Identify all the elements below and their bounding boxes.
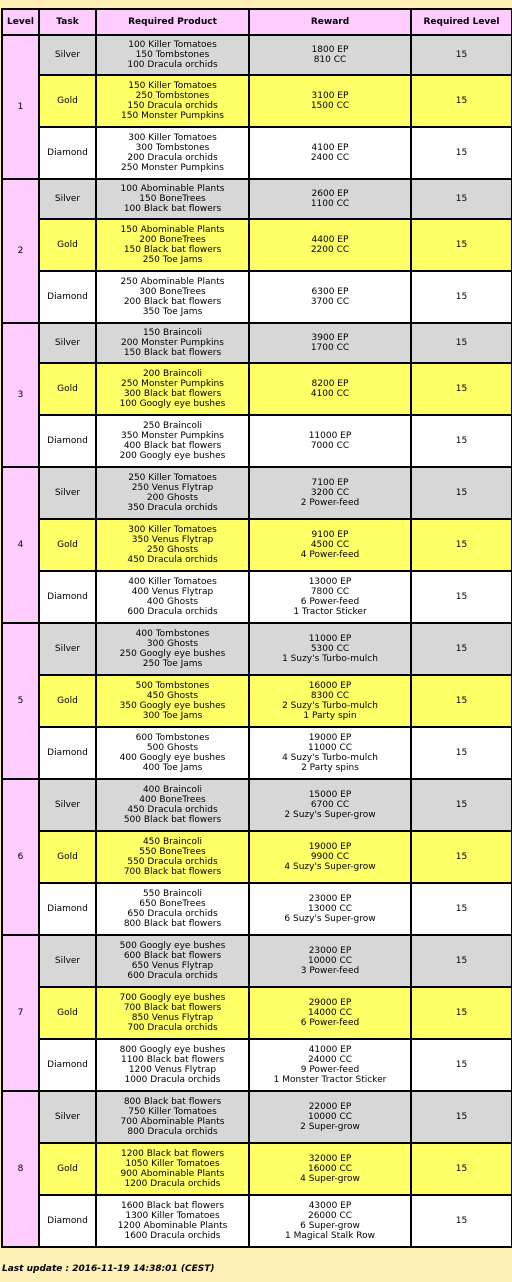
reward-line: 2200 CC [310, 245, 350, 255]
product-line: 150 Black bat flowers [123, 348, 222, 358]
required-product-cell [96, 1195, 249, 1247]
reward-line: 15000 EP [308, 790, 352, 800]
reward-line: 13000 EP [308, 577, 352, 587]
product-line: 250 Killer Tomatoes [128, 473, 217, 483]
reward-line: 4100 CC [310, 389, 350, 399]
reward-line: 29000 EP [308, 998, 352, 1008]
task-cell: Silver [39, 935, 96, 987]
reward-line: 19000 EP [308, 842, 352, 852]
required-product-cell [96, 831, 249, 883]
header-task: Task [39, 9, 96, 35]
product-line: 150 Tombstones [135, 50, 210, 60]
reward-line: 32000 EP [308, 1154, 352, 1164]
product-line: 250 Googly eye bushes [119, 649, 226, 659]
table-row [2, 127, 512, 179]
product-line: 400 Ghosts [146, 597, 199, 607]
reward-line: 23000 EP [308, 894, 352, 904]
reward-line: 26000 CC [307, 1211, 353, 1221]
product-line: 600 Dracula orchids [127, 971, 218, 981]
table-row [2, 571, 512, 623]
reward-line: 9900 CC [310, 852, 350, 862]
product-line: 600 Tombstones [135, 733, 210, 743]
header-reward: Reward [249, 9, 411, 35]
product-line: 150 Killer Tomatoes [128, 81, 217, 91]
reward-line: 11000 EP [308, 634, 352, 644]
task-cell: Gold [39, 75, 96, 127]
required-product-cell [96, 519, 249, 571]
product-line: 300 Toe Jams [142, 711, 203, 721]
reward-line: 4 Suzy's Super-grow [284, 862, 376, 872]
product-line: 500 Tombstones [135, 681, 210, 691]
reward-line: 8300 CC [310, 691, 350, 701]
product-line: 250 Monster Pumpkins [121, 379, 224, 389]
required-product-cell [96, 35, 249, 75]
product-line: 250 Venus Flytrap [131, 483, 214, 493]
product-line: 200 BoneTrees [139, 235, 206, 245]
required-product-cell [96, 271, 249, 323]
product-line: 800 Black bat flowers [123, 1097, 222, 1107]
required-level-cell: 15 [411, 179, 512, 219]
reward-line: 2 Suzy's Super-grow [284, 810, 376, 820]
task-cell: Silver [39, 1091, 96, 1143]
reward-cell [249, 415, 411, 467]
reward-cell [249, 883, 411, 935]
product-line: 700 Googly eye bushes [119, 993, 226, 1003]
product-line: 1300 Killer Tomatoes [125, 1211, 220, 1221]
reward-cell [249, 1195, 411, 1247]
product-line: 350 Monster Pumpkins [121, 431, 224, 441]
tasks-table [1, 8, 512, 1248]
level-cell: 6 [2, 779, 39, 935]
required-product-cell [96, 1039, 249, 1091]
reward-cell [249, 1143, 411, 1195]
required-product-cell [96, 179, 249, 219]
reward-cell [249, 271, 411, 323]
reward-line: 2 Party spins [301, 763, 359, 773]
reward-cell [249, 127, 411, 179]
required-product-cell [96, 75, 249, 127]
required-product-cell [96, 623, 249, 675]
product-line: 200 Braincoli [142, 369, 203, 379]
task-cell: Silver [39, 623, 96, 675]
required-product-cell [96, 467, 249, 519]
product-line: 1600 Dracula orchids [124, 1231, 221, 1241]
reward-line: 6300 EP [311, 287, 349, 297]
reward-line: 2600 EP [311, 189, 349, 199]
reward-cell [249, 987, 411, 1039]
reward-line: 24000 CC [307, 1055, 353, 1065]
reward-cell [249, 1091, 411, 1143]
required-level-cell: 15 [411, 467, 512, 519]
reward-cell [249, 519, 411, 571]
reward-line: 4 Super-grow [300, 1174, 360, 1184]
required-product-cell [96, 127, 249, 179]
product-line: 1600 Black bat flowers [120, 1201, 225, 1211]
reward-line: 1 Magical Stalk Row [285, 1231, 375, 1241]
reward-line: 1 Monster Tractor Sticker [273, 1075, 387, 1085]
reward-cell [249, 675, 411, 727]
table-row [2, 727, 512, 779]
required-level-cell: 15 [411, 363, 512, 415]
required-level-cell: 15 [411, 75, 512, 127]
product-line: 400 Braincoli [142, 785, 203, 795]
required-level-cell: 15 [411, 675, 512, 727]
task-cell: Diamond [39, 1039, 96, 1091]
required-level-cell: 15 [411, 623, 512, 675]
reward-line: 23000 EP [308, 946, 352, 956]
reward-line: 4 Power-feed [300, 550, 360, 560]
reward-line: 11000 CC [307, 743, 353, 753]
reward-line: 41000 EP [308, 1045, 352, 1055]
product-line: 400 BoneTrees [139, 795, 206, 805]
product-line: 450 Dracula orchids [127, 555, 218, 565]
task-cell: Gold [39, 219, 96, 271]
required-level-cell: 15 [411, 1143, 512, 1195]
table-row [2, 1195, 512, 1247]
product-line: 600 Black bat flowers [123, 951, 222, 961]
reward-cell [249, 935, 411, 987]
product-line: 1200 Dracula orchids [124, 1179, 221, 1189]
reward-cell [249, 623, 411, 675]
required-product-cell [96, 1143, 249, 1195]
product-line: 400 Venus Flytrap [131, 587, 214, 597]
required-level-cell: 15 [411, 35, 512, 75]
product-line: 300 BoneTrees [139, 287, 206, 297]
reward-line: 10000 CC [307, 956, 353, 966]
task-cell: Diamond [39, 883, 96, 935]
table-row [2, 219, 512, 271]
reward-line: 2 Suzy's Turbo-mulch [282, 701, 378, 711]
reward-line: 4 Suzy's Turbo-mulch [282, 753, 378, 763]
task-cell: Gold [39, 363, 96, 415]
product-line: 250 Monster Pumpkins [121, 163, 224, 173]
table-row [2, 271, 512, 323]
header-row [2, 9, 512, 35]
product-line: 150 Dracula orchids [127, 101, 218, 111]
reward-line: 6 Suzy's Super-grow [284, 914, 376, 924]
reward-line: 1800 EP [311, 45, 349, 55]
required-product-cell [96, 219, 249, 271]
product-line: 200 Monster Pumpkins [121, 338, 224, 348]
reward-line: 13000 CC [307, 904, 353, 914]
reward-line: 2400 CC [310, 153, 350, 163]
reward-line: 9 Power-feed [300, 1065, 360, 1075]
product-line: 350 Venus Flytrap [131, 535, 214, 545]
product-line: 350 Toe Jams [142, 307, 203, 317]
level-cell: 2 [2, 179, 39, 323]
level-cell: 8 [2, 1091, 39, 1247]
reward-cell [249, 779, 411, 831]
reward-line: 16000 CC [307, 1164, 353, 1174]
product-line: 1100 Black bat flowers [120, 1055, 225, 1065]
product-line: 250 Toe Jams [142, 255, 203, 265]
product-line: 1000 Dracula orchids [124, 1075, 221, 1085]
level-cell: 3 [2, 323, 39, 467]
table-row [2, 35, 512, 75]
product-line: 650 BoneTrees [139, 899, 206, 909]
product-line: 1200 Abominable Plants [117, 1221, 228, 1231]
product-line: 450 Ghosts [146, 691, 199, 701]
required-level-cell: 15 [411, 571, 512, 623]
product-line: 100 Black bat flowers [123, 204, 222, 214]
level-cell: 4 [2, 467, 39, 623]
reward-line: 1 Tractor Sticker [293, 607, 367, 617]
product-line: 550 Braincoli [142, 889, 203, 899]
product-line: 700 Dracula orchids [127, 1023, 218, 1033]
reward-line: 3900 EP [311, 333, 349, 343]
required-product-cell [96, 571, 249, 623]
reward-line: 3700 CC [310, 297, 350, 307]
required-level-cell: 15 [411, 727, 512, 779]
product-line: 800 Dracula orchids [127, 1127, 218, 1137]
required-level-cell: 15 [411, 779, 512, 831]
task-cell: Gold [39, 519, 96, 571]
product-line: 300 Killer Tomatoes [128, 525, 217, 535]
task-cell: Gold [39, 675, 96, 727]
reward-line: 3100 EP [311, 91, 349, 101]
table-row [2, 1091, 512, 1143]
task-cell: Silver [39, 179, 96, 219]
header-level: Level [2, 9, 39, 35]
table-row [2, 935, 512, 987]
task-cell: Diamond [39, 415, 96, 467]
task-cell: Diamond [39, 127, 96, 179]
product-line: 800 Black bat flowers [123, 919, 222, 929]
reward-line: 7100 EP [311, 478, 349, 488]
table-row [2, 363, 512, 415]
product-line: 900 Abominable Plants [120, 1169, 225, 1179]
header-required-product: Required Product [96, 9, 249, 35]
product-line: 800 Googly eye bushes [119, 1045, 226, 1055]
reward-line: 19000 EP [308, 733, 352, 743]
product-line: 550 Dracula orchids [127, 857, 218, 867]
reward-cell [249, 1039, 411, 1091]
product-line: 300 Black bat flowers [123, 389, 222, 399]
product-line: 400 Black bat flowers [123, 441, 222, 451]
reward-line: 6 Super-grow [300, 1221, 360, 1231]
required-level-cell: 15 [411, 271, 512, 323]
reward-line: 1 Suzy's Turbo-mulch [282, 654, 378, 664]
product-line: 150 Monster Pumpkins [121, 111, 224, 121]
reward-cell [249, 179, 411, 219]
product-line: 200 Ghosts [146, 493, 199, 503]
product-line: 400 Toe Jams [142, 763, 203, 773]
reward-line: 1700 CC [310, 343, 350, 353]
table-row [2, 883, 512, 935]
product-line: 250 Toe Jams [142, 659, 203, 669]
task-cell: Silver [39, 779, 96, 831]
reward-line: 6 Power-feed [300, 597, 360, 607]
product-line: 300 Tombstones [135, 143, 210, 153]
reward-line: 7800 CC [310, 587, 350, 597]
table-row [2, 415, 512, 467]
product-line: 350 Dracula orchids [127, 503, 218, 513]
product-line: 200 Dracula orchids [127, 153, 218, 163]
last-update: Last update : 2016-11-19 14:38:01 (CEST) [2, 1264, 215, 1274]
table-row [2, 467, 512, 519]
product-line: 700 Black bat flowers [123, 867, 222, 877]
required-level-cell: 15 [411, 323, 512, 363]
reward-line: 6700 CC [310, 800, 350, 810]
product-line: 350 Googly eye bushes [119, 701, 226, 711]
required-product-cell [96, 675, 249, 727]
table-row [2, 987, 512, 1039]
product-line: 400 Tombstones [135, 629, 210, 639]
required-product-cell [96, 1091, 249, 1143]
task-cell: Diamond [39, 727, 96, 779]
required-product-cell [96, 323, 249, 363]
reward-line: 4100 EP [311, 143, 349, 153]
required-product-cell [96, 779, 249, 831]
product-line: 600 Dracula orchids [127, 607, 218, 617]
reward-line: 6 Power-feed [300, 1018, 360, 1028]
product-line: 300 Killer Tomatoes [128, 133, 217, 143]
required-level-cell: 15 [411, 415, 512, 467]
task-cell: Gold [39, 987, 96, 1039]
required-level-cell: 15 [411, 1195, 512, 1247]
required-level-cell: 15 [411, 127, 512, 179]
product-line: 100 Dracula orchids [127, 60, 218, 70]
product-line: 150 Abominable Plants [120, 225, 225, 235]
required-level-cell: 15 [411, 831, 512, 883]
product-line: 250 Ghosts [146, 545, 199, 555]
task-cell: Diamond [39, 571, 96, 623]
table-row [2, 323, 512, 363]
product-line: 1050 Killer Tomatoes [125, 1159, 220, 1169]
product-line: 500 Googly eye bushes [119, 941, 226, 951]
reward-line: 1 Party spin [303, 711, 357, 721]
table-row [2, 519, 512, 571]
product-line: 1200 Black bat flowers [120, 1149, 225, 1159]
reward-line: 9100 EP [311, 530, 349, 540]
product-line: 550 BoneTrees [139, 847, 206, 857]
product-line: 150 Black bat flowers [123, 245, 222, 255]
reward-line: 4400 EP [311, 235, 349, 245]
task-cell: Gold [39, 1143, 96, 1195]
reward-cell [249, 35, 411, 75]
product-line: 100 Abominable Plants [120, 184, 225, 194]
reward-line: 2 Super-grow [300, 1122, 360, 1132]
product-line: 100 Googly eye bushes [119, 399, 226, 409]
required-level-cell: 15 [411, 987, 512, 1039]
product-line: 850 Venus Flytrap [131, 1013, 214, 1023]
product-line: 650 Dracula orchids [127, 909, 218, 919]
product-line: 450 Braincoli [142, 837, 203, 847]
reward-line: 10000 CC [307, 1112, 353, 1122]
required-product-cell [96, 363, 249, 415]
reward-cell [249, 467, 411, 519]
required-product-cell [96, 727, 249, 779]
table-row [2, 75, 512, 127]
reward-line: 16000 EP [308, 681, 352, 691]
required-product-cell [96, 935, 249, 987]
table-row [2, 623, 512, 675]
reward-cell [249, 363, 411, 415]
table-row [2, 179, 512, 219]
table-row [2, 831, 512, 883]
product-line: 150 BoneTrees [139, 194, 206, 204]
table-row [2, 779, 512, 831]
task-cell: Gold [39, 831, 96, 883]
required-level-cell: 15 [411, 1039, 512, 1091]
reward-line: 11000 EP [308, 431, 352, 441]
required-level-cell: 15 [411, 1091, 512, 1143]
required-level-cell: 15 [411, 219, 512, 271]
product-line: 500 Ghosts [146, 743, 199, 753]
reward-cell [249, 571, 411, 623]
table-row [2, 675, 512, 727]
task-cell: Silver [39, 467, 96, 519]
reward-line: 1100 CC [310, 199, 350, 209]
required-level-cell: 15 [411, 935, 512, 987]
product-line: 700 Abominable Plants [120, 1117, 225, 1127]
task-cell: Silver [39, 323, 96, 363]
reward-cell [249, 219, 411, 271]
product-line: 200 Googly eye bushes [119, 451, 226, 461]
level-cell: 5 [2, 623, 39, 779]
product-line: 400 Googly eye bushes [119, 753, 226, 763]
required-level-cell: 15 [411, 883, 512, 935]
product-line: 400 Killer Tomatoes [128, 577, 217, 587]
reward-line: 43000 EP [308, 1201, 352, 1211]
product-line: 650 Venus Flytrap [131, 961, 214, 971]
task-cell: Diamond [39, 1195, 96, 1247]
reward-line: 3 Power-feed [300, 966, 360, 976]
reward-line: 2 Power-feed [300, 498, 360, 508]
required-product-cell [96, 987, 249, 1039]
product-line: 300 Ghosts [146, 639, 199, 649]
reward-line: 5300 CC [310, 644, 350, 654]
reward-line: 14000 CC [307, 1008, 353, 1018]
reward-line: 810 CC [313, 55, 347, 65]
product-line: 150 Braincoli [142, 328, 203, 338]
header-required-level: Required Level [411, 9, 512, 35]
product-line: 450 Dracula orchids [127, 805, 218, 815]
reward-line: 1500 CC [310, 101, 350, 111]
required-product-cell [96, 883, 249, 935]
table-row [2, 1039, 512, 1091]
product-line: 1200 Venus Flytrap [128, 1065, 217, 1075]
product-line: 500 Black bat flowers [123, 815, 222, 825]
level-cell: 7 [2, 935, 39, 1091]
reward-line: 7000 CC [310, 441, 350, 451]
task-cell: Silver [39, 35, 96, 75]
reward-cell [249, 323, 411, 363]
reward-line: 22000 EP [308, 1102, 352, 1112]
reward-cell [249, 727, 411, 779]
product-line: 250 Tombstones [135, 91, 210, 101]
required-product-cell [96, 415, 249, 467]
required-level-cell: 15 [411, 519, 512, 571]
product-line: 250 Braincoli [142, 421, 203, 431]
product-line: 200 Black bat flowers [123, 297, 222, 307]
product-line: 250 Abominable Plants [120, 277, 225, 287]
table-body [2, 35, 512, 1247]
product-line: 100 Killer Tomatoes [128, 40, 217, 50]
table-row [2, 1143, 512, 1195]
reward-line: 3200 CC [310, 488, 350, 498]
product-line: 750 Killer Tomatoes [128, 1107, 217, 1117]
reward-cell [249, 831, 411, 883]
product-line: 700 Black bat flowers [123, 1003, 222, 1013]
reward-line: 8200 EP [311, 379, 349, 389]
reward-line: 4500 CC [310, 540, 350, 550]
task-cell: Diamond [39, 271, 96, 323]
level-cell: 1 [2, 35, 39, 179]
reward-cell [249, 75, 411, 127]
